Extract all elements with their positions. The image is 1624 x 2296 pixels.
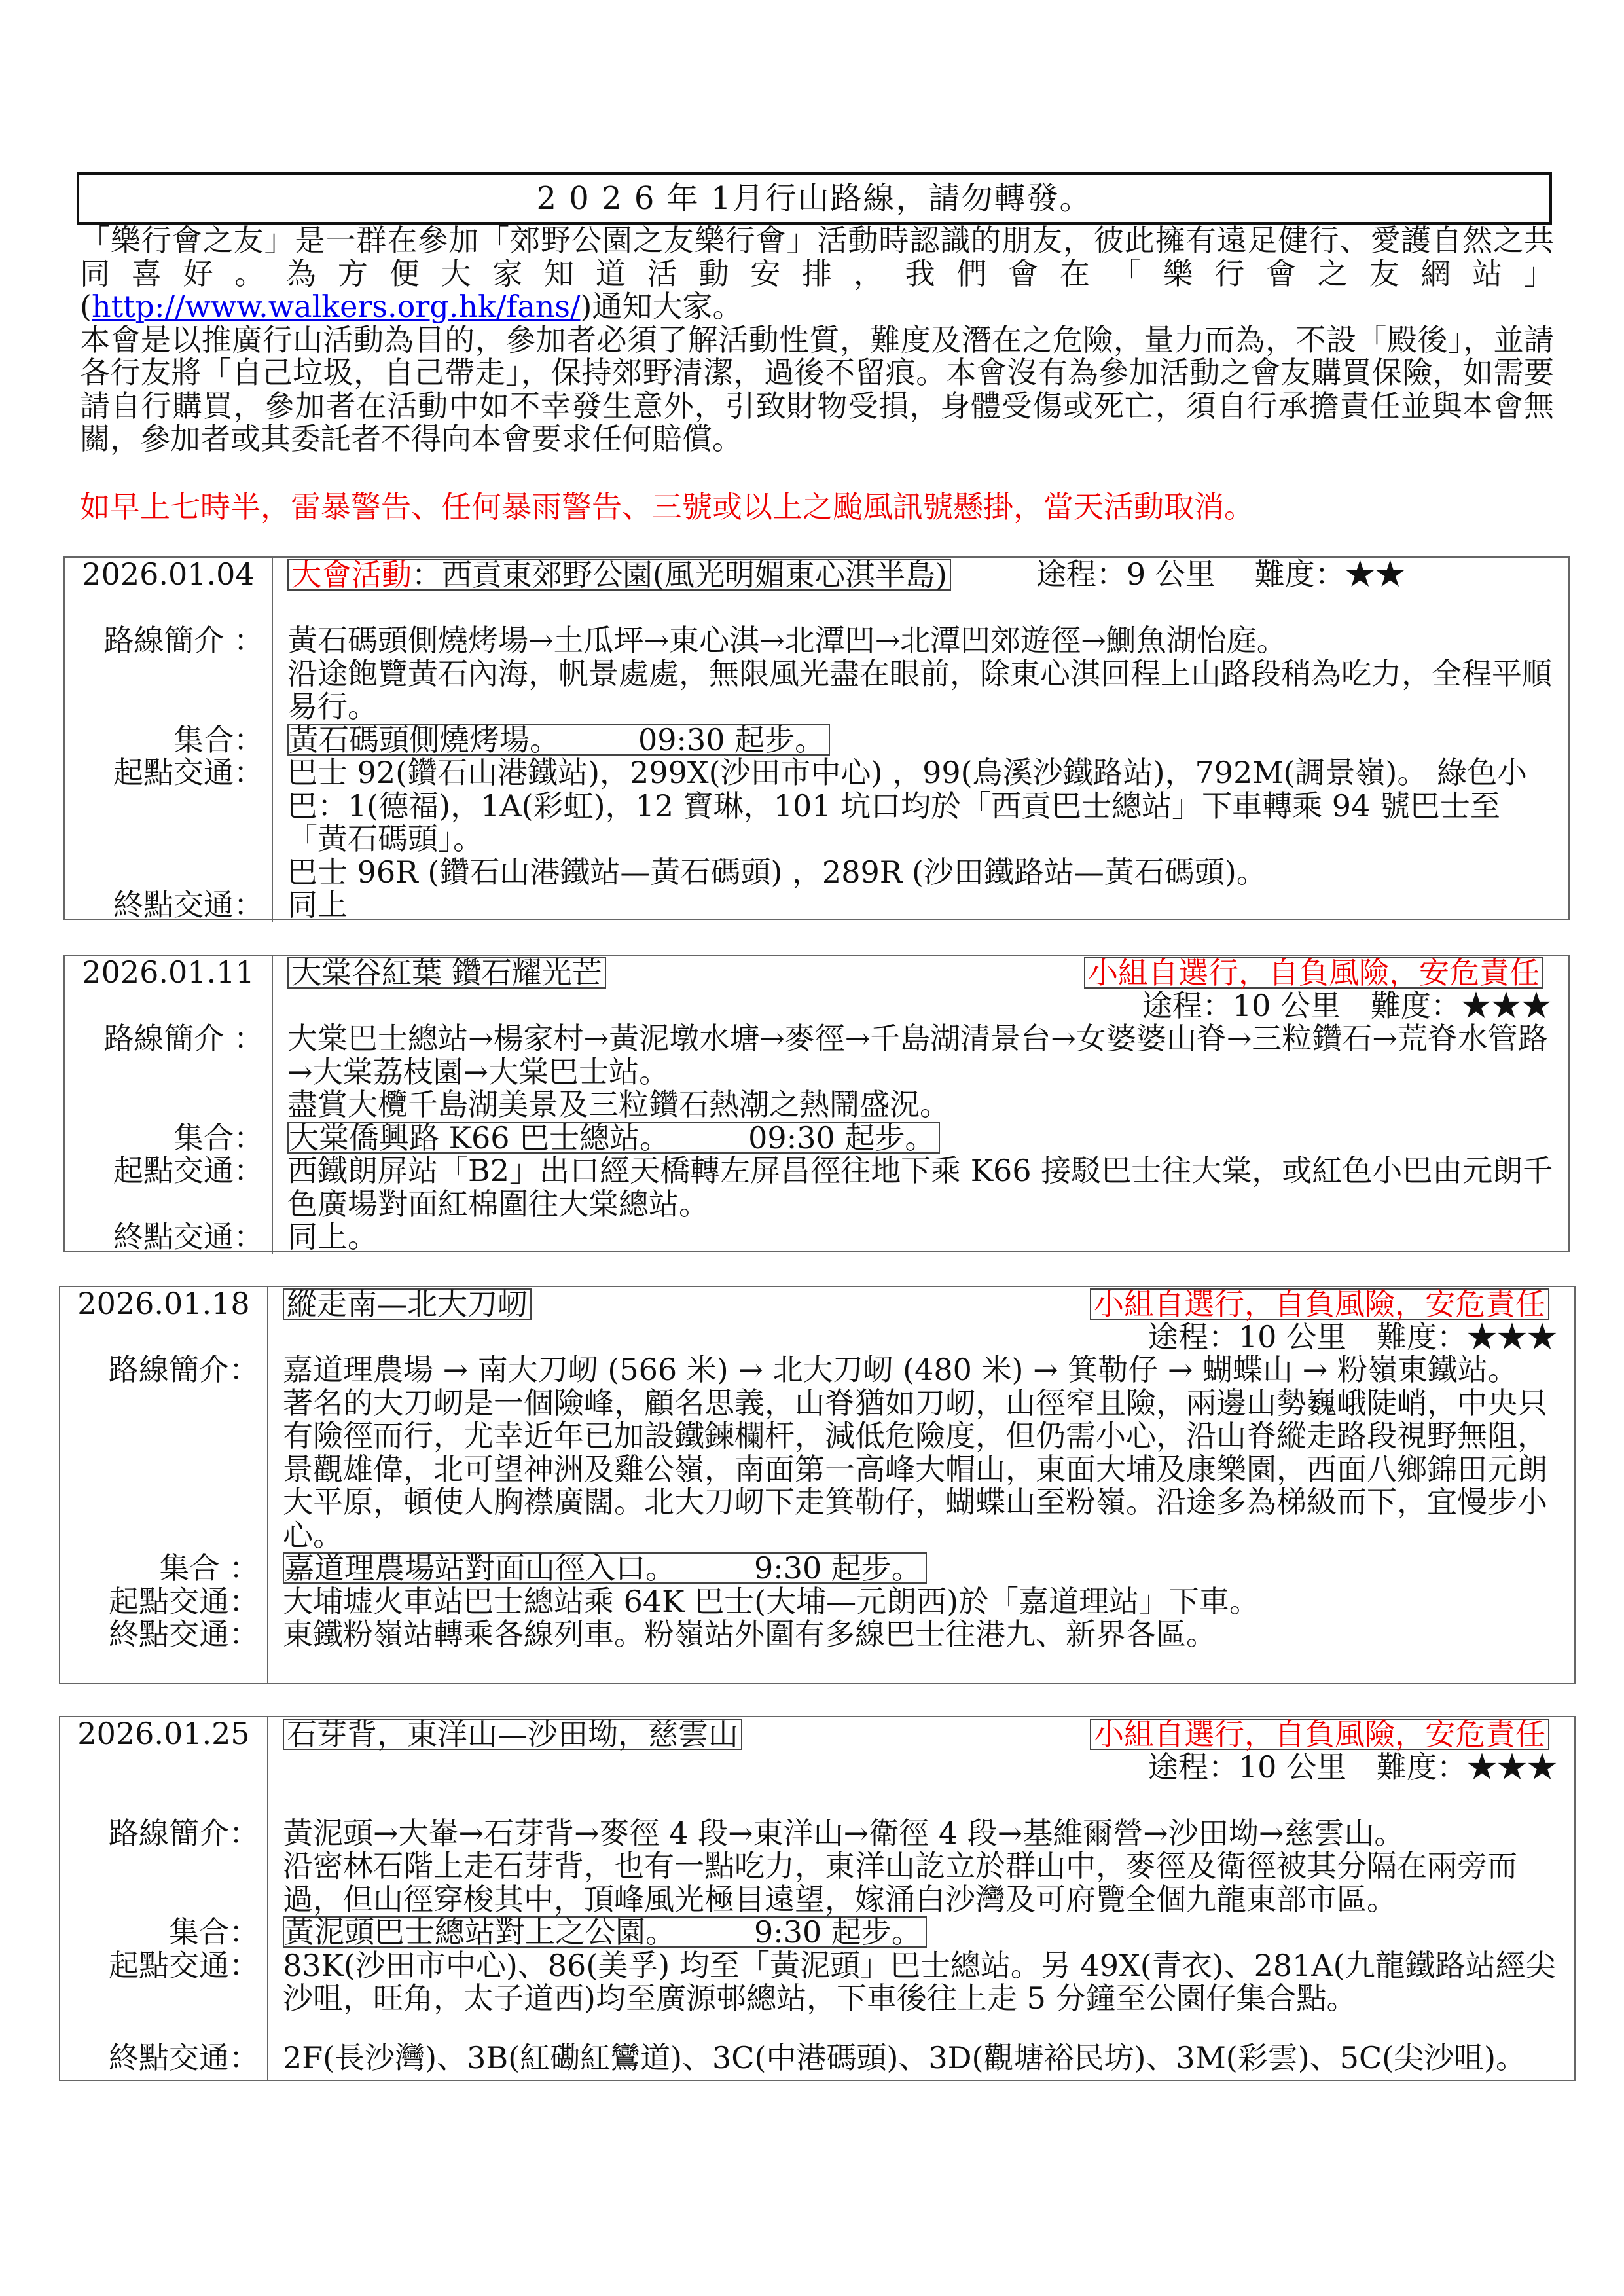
- route-header-line: [287, 956, 1557, 989]
- route-description-label: 路線簡介 ：: [65, 1022, 273, 1121]
- spacer: [60, 1783, 268, 1817]
- route-date: 2026.01.04: [65, 558, 273, 591]
- meeting-point-box: [283, 1552, 927, 1584]
- spacer: [60, 1321, 268, 1354]
- difficulty-label: 難度：: [1377, 1319, 1467, 1355]
- route-title-box: [283, 1719, 742, 1750]
- intro-para1: 「樂行會之友」是一群在參加「郊野公園之友樂行會」活動時認識的朋友，彼此擁有遠足健行、愛護自然之共同喜好。為方便大家知道活動安排，我們會在「樂行會之友網站」: [80, 223, 1554, 291]
- route-title-box: [287, 957, 606, 989]
- end-transport: 東鐵粉嶺站轉乘各線列車。粉嶺站外圍有多線巴士往港九、新界各區。: [283, 1616, 1216, 1652]
- route-table: [63, 556, 1570, 920]
- meeting-point: [273, 723, 1568, 757]
- route-header-line: [287, 558, 1557, 591]
- route-table: [59, 1716, 1576, 2081]
- end-transport: 同上。: [287, 1219, 378, 1254]
- spacer: [268, 1651, 1574, 1683]
- spacer: [65, 989, 273, 1023]
- route-table: [63, 955, 1570, 1252]
- end-transport: 2F(長沙灣)、3B(紅磡紅鸞道)、3C(中港碼頭)、3D(觀塘裕民坊)、3M(彩雲)、5C(尖沙咀)。: [283, 2039, 1526, 2075]
- route-title: 石芽背，東洋山—沙田坳，慈雲山: [287, 1717, 738, 1752]
- fans-website-link[interactable]: http://www.walkers.org.hk/fans/: [91, 289, 581, 324]
- route-title-box: [283, 1288, 532, 1320]
- spacer: [60, 2015, 268, 2041]
- route-description: [268, 1817, 1574, 1916]
- route-description-paragraph: 嘉道理農場 → 南大刀屻 (566 米) → 北大刀屻 (480 米) → 箕勒仔 → 蝴蝶山 → 粉嶺東鐵站。: [283, 1352, 1518, 1387]
- end-transport-label: 終點交通：: [65, 1220, 273, 1254]
- difficulty-label: 難度：: [1371, 987, 1461, 1023]
- route-description-label: 路線簡介：: [60, 1817, 268, 1916]
- meeting-label: 集合 ：: [60, 1552, 268, 1585]
- start-transport-paragraph: 大埔墟火車站巴士總站乘 64K 巴士(大埔—元朗西)於「嘉道理站」下車。: [283, 1583, 1260, 1619]
- route-date: 2026.01.11: [65, 956, 273, 989]
- difficulty-stars: ★★★: [1467, 1749, 1557, 1785]
- route-title-box: [287, 559, 951, 591]
- start-transport-label: 起點交通：: [60, 1949, 268, 2015]
- meeting-label: 集合：: [65, 1121, 273, 1155]
- route-header-line: [283, 1287, 1562, 1320]
- paren-open: (: [80, 289, 92, 324]
- route-description-paragraph: 沿密林石階上走石芽背，也有一點吃力，東洋山訖立於群山中，麥徑及衛徑被其分隔在兩旁而過，但山徑穿梭其中，頂峰風光極目遠望，嫁涌白沙灣及可府覽全個九龍東部市區。: [283, 1848, 1517, 1917]
- route-description-label: 路線簡介：: [60, 1353, 268, 1552]
- intro: [80, 224, 1554, 456]
- distance: 途程：10 公里: [1147, 1749, 1346, 1785]
- route-description: [268, 1353, 1574, 1552]
- route-description-paragraph: 黃泥頭→大輋→石芽背→麥徑 4 段→東洋山→衛徑 4 段→基維爾營→沙田坳→慈雲山。: [283, 1815, 1405, 1851]
- difficulty-stars: ★★★: [1461, 987, 1551, 1023]
- start-transport: [273, 756, 1568, 888]
- difficulty-stars: ★★: [1344, 556, 1405, 592]
- meeting-place: 大棠僑興路 K66 巴士總站。: [289, 1120, 670, 1156]
- distance-line: [273, 989, 1568, 1023]
- start-transport-paragraph: 83K(沙田市中心)、86(美孚) 均至「黃泥頭」巴士總站。另 49X(青衣)、281A(九龍鐵路站經尖沙咀，旺角，太子道西)均至廣源邨總站，下車後往上走 5 分鐘至公園仔集合點。: [283, 1947, 1556, 2016]
- route-date: 2026.01.25: [60, 1717, 268, 1751]
- distance-line: [268, 1751, 1574, 1784]
- meeting-point-box: [283, 1916, 927, 1948]
- page-title: 2 0 2 6 年 1月行山路線，請勿轉發。: [77, 172, 1552, 225]
- start-transport-label: 起點交通：: [65, 756, 273, 888]
- route-date: 2026.01.18: [60, 1287, 268, 1321]
- meeting-place: 黃石碼頭側燒烤場。: [289, 721, 560, 757]
- end-transport-label: 終點交通：: [60, 2041, 268, 2075]
- self-responsibility-notice: 小組自選行，自負風險，安危責任: [1090, 1288, 1549, 1320]
- meeting-point: [268, 1916, 1574, 1949]
- route-description-paragraph: 沿途飽覽黃石內海，帆景處處，無限風光盡在眼前，除東心淇回程上山路段稍為吃力，全程平順易行。: [287, 655, 1552, 724]
- meeting-point: [268, 1552, 1574, 1585]
- start-time: 09:30 起步。: [638, 721, 825, 757]
- end-transport: 同上: [287, 887, 348, 922]
- difficulty-label: 難度：: [1377, 1749, 1467, 1785]
- start-transport-label: 起點交通：: [60, 1585, 268, 1618]
- route-description-paragraph: 大棠巴士總站→楊家村→黃泥墩水塘→麥徑→千島湖清景台→女婆婆山脊→三粒鑽石→荒脊水管路→大棠荔枝園→大棠巴士站。: [287, 1021, 1548, 1089]
- distance: 途程：10 公里: [1147, 1319, 1346, 1355]
- spacer: [60, 1651, 268, 1683]
- meeting-point-box: [287, 721, 830, 757]
- start-transport: [268, 1585, 1574, 1618]
- route-header-line: [283, 1717, 1562, 1750]
- spacer: [268, 2015, 1574, 2041]
- spacer: [273, 591, 1568, 625]
- spacer: [65, 591, 273, 625]
- route-description-paragraph: 黃石碼頭側燒烤場→土瓜坪→東心淇→北潭凹→北潭凹郊遊徑→鰂魚湖怡庭。: [287, 623, 1287, 658]
- event-type-label: 大會活動: [291, 557, 412, 592]
- route-header: [268, 1717, 1574, 1751]
- start-time: 9:30 起步。: [754, 1914, 922, 1950]
- route-description-paragraph: 盡賞大欖千島湖美景及三粒鑽石熱潮之熱鬧盛況。: [287, 1087, 950, 1122]
- meeting-point: [273, 1121, 1568, 1155]
- start-transport-label: 起點交通：: [65, 1154, 273, 1220]
- meeting-label: 集合：: [65, 723, 273, 757]
- route-table: [59, 1286, 1576, 1684]
- distance: 途程：9 公里: [1036, 556, 1216, 592]
- difficulty-stars: ★★★: [1467, 1319, 1557, 1355]
- meeting-place: 嘉道理農場站對面山徑入口。: [284, 1550, 676, 1586]
- start-time: 09:30 起步。: [748, 1120, 935, 1156]
- distance-line: [268, 1321, 1574, 1354]
- start-transport-paragraph: 巴士 92(鑽石山港鐵站)，299X(沙田市中心) ，99(烏溪沙鐵路站)，792M(調景嶺)。 綠色小巴：1(德福)，1A(彩虹)，12 寶琳，101 坑口均於「西貢巴士總站」下車轉乘 94 號巴士至「黃石碼頭」。: [287, 755, 1527, 856]
- route-title: 大棠谷紅葉 鑽石耀光芒: [291, 955, 602, 991]
- meeting-label: 集合：: [60, 1916, 268, 1949]
- start-transport-paragraph: 西鐵朗屏站「B2」出口經天橋轉左屏昌徑往地下乘 K66 接駁巴士往大棠，或紅色小巴由元朗千色廣場對面紅棉圍往大棠總站。: [287, 1153, 1553, 1222]
- route-description-label: 路線簡介 ：: [65, 624, 273, 723]
- self-responsibility-notice: 小組自選行，自負風險，安危責任: [1090, 1719, 1549, 1750]
- route-description: [273, 1022, 1568, 1121]
- distance: 途程：10 公里: [1142, 987, 1341, 1023]
- route-title: 縱走南—北大刀屻: [287, 1286, 528, 1322]
- start-transport: [268, 1949, 1574, 2015]
- start-transport-paragraph: 巴士 96R (鑽石山港鐵站—黃石碼頭) ，289R (沙田鐵路站—黃石碼頭)。: [287, 854, 1267, 890]
- spacer: [268, 1783, 1574, 1817]
- intro-para2: 本會是以推廣行山活動為目的，參加者必須了解活動性質，難度及潛在之危險，量力而為，不設「殿後」，並請各行友將「自己垃圾，自己帶走」，保持郊野清潔，過後不留痕。本會沒有為參加活動之會友購買保險，如需要請自行購買，參加者在活動中如不幸發生意外，引致財物受損，身體受傷或死亡，須自行承擔責任並與本會無關，參加者或其委託者不得向本會要求任何賠償。: [80, 321, 1554, 456]
- start-time: 9:30 起步。: [754, 1550, 922, 1586]
- meeting-place: 黃泥頭巴士總站對上之公園。: [284, 1914, 676, 1950]
- spacer: [60, 2074, 268, 2080]
- start-transport: [273, 1154, 1568, 1220]
- route-header: [268, 1287, 1574, 1321]
- spacer: [268, 2074, 1574, 2080]
- route-description: [273, 624, 1568, 723]
- end-transport-label: 終點交通：: [60, 1618, 268, 1651]
- spacer: [60, 1751, 268, 1784]
- cancellation-warning: 如早上七時半，雷暴警告、任何暴雨警告、三號或以上之颱風訊號懸掛，當天活動取消。: [80, 489, 1254, 524]
- end-transport-label: 終點交通：: [65, 888, 273, 922]
- difficulty: [1255, 558, 1405, 591]
- intro-para1-end: )通知大家。: [580, 289, 743, 324]
- difficulty-label: 難度：: [1254, 556, 1345, 592]
- route-title: ：西貢東郊野公園(風光明媚東心淇半島): [412, 557, 947, 592]
- self-responsibility-notice: 小組自選行，自負風險，安危責任: [1084, 957, 1543, 989]
- route-header: [273, 956, 1568, 989]
- route-header: [273, 558, 1568, 591]
- intro-link-line: [80, 290, 1554, 323]
- route-description-paragraph: 著名的大刀屻是一個險峰，顧名思義，山脊猶如刀屻，山徑窄且險，兩邊山勢巍峨陡峭，中央只有險徑而行，尤幸近年已加設鐵鍊欄杆，減低危險度，但仍需小心，沿山脊縱走路段視野無阻，景觀雄偉，北可望神洲及雞公嶺，南面第一高峰大帽山，東面大埔及康樂園，西面八鄉錦田元朗大平原，頓使人胸襟廣闊。北大刀屻下走箕勒仔，蝴蝶山至粉嶺。沿途多為梯級而下，宜慢步小心。: [283, 1385, 1547, 1553]
- meeting-point-box: [287, 1122, 940, 1154]
